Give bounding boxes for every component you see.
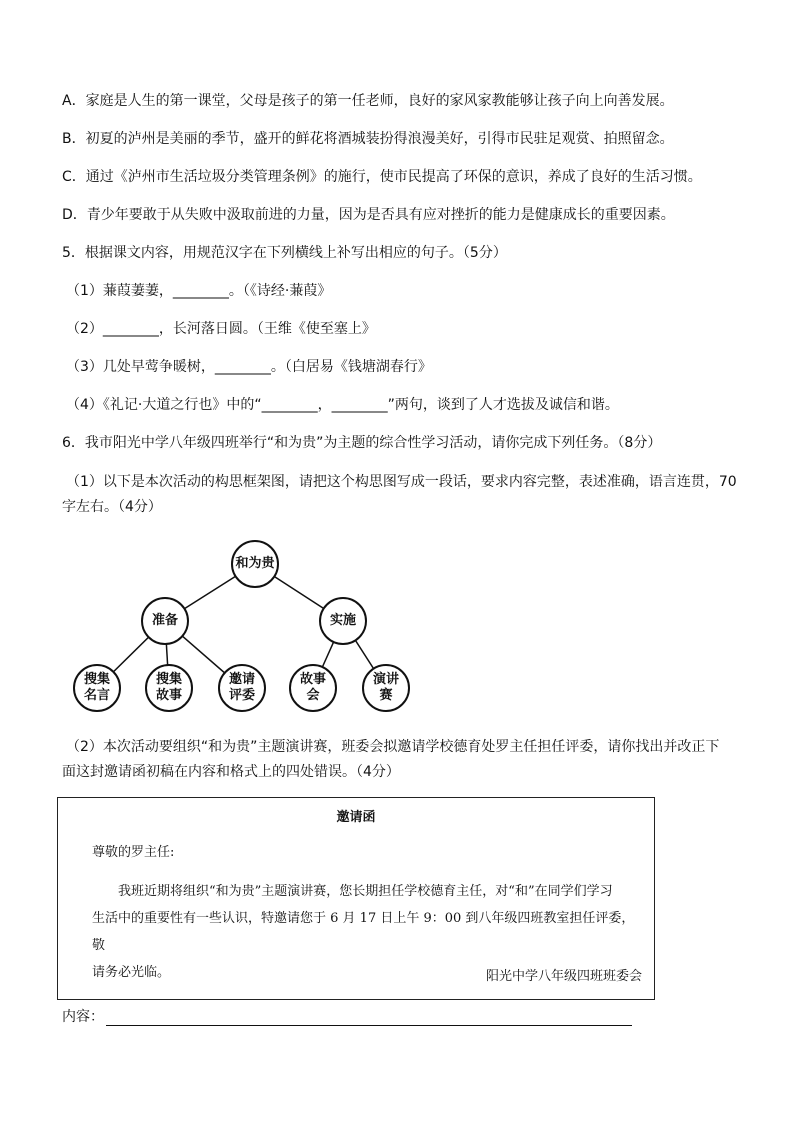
q5-item-4: （4）《礼记·大道之行也》中的“________，________”两句，谈到了人才选拔及诚信和谐。 [66, 397, 619, 413]
invitation-letter-box [57, 797, 655, 1000]
option-b: B．初夏的泸州是美丽的季节，盛开的鲜花将酒城装扮得浪漫美好，引得市民驻足观赏、拍照留念。 [62, 131, 674, 147]
q6-task1-line1: （1）以下是本次活动的构思框架图，请把这个构思图写成一段话，要求内容完整，表述准确，语言连贯，70 [66, 474, 737, 490]
node-root-label: 和为贵 [235, 556, 275, 571]
node-leaf-story-meeting [289, 664, 337, 712]
node-root [231, 540, 279, 588]
answer-label: 内容： [62, 1009, 104, 1025]
node-prep-label: 准备 [151, 613, 178, 628]
node-leaf-invite-judges [218, 664, 266, 712]
letter-title: 邀请函 [336, 810, 376, 825]
letter-body-line3: 请务必光临。 [92, 965, 171, 980]
q5-item-3: （3）几处早莺争暖树，________。（白居易《钱塘湖春行》 [66, 359, 432, 375]
option-c: C．通过《泸州市生活垃圾分类管理条例》的施行，使市民提高了环保的意识，养成了良好的生活习惯。 [62, 169, 702, 185]
q6-task2-line2: 面这封邀请函初稿在内容和格式上的四处错误。（4分） [62, 764, 400, 780]
concept-diagram [60, 530, 440, 730]
option-a: A．家庭是人生的第一课堂，父母是孩子的第一任老师，良好的家风家教能够让孩子向上向善发展。 [62, 93, 674, 109]
letter-greeting: 尊敬的罗主任: [92, 845, 175, 860]
answer-blank[interactable] [106, 1009, 632, 1026]
letter-body-line1 [92, 878, 644, 905]
letter-signature: 阳光中学八年级四班班委会 [485, 969, 642, 984]
leaf3-line2: 评委 [228, 688, 255, 703]
q6-task1-line2: 字左右。（4分） [62, 499, 162, 515]
leaf5-line2: 赛 [379, 688, 393, 703]
leaf1-line1: 搜集 [83, 672, 110, 687]
q6-stem: 6．我市阳光中学八年级四班举行“和为贵”为主题的综合性学习活动，请你完成下列任务。（8分） [62, 435, 662, 451]
leaf3-line1: 邀请 [228, 672, 255, 687]
node-prep [141, 597, 189, 645]
answer-line [62, 1006, 632, 1026]
leaf2-line1: 搜集 [155, 672, 182, 687]
node-leaf-collect-quotes [73, 664, 121, 712]
q5-item-1: （1）蒹葭萋萋，________。（《诗经·蒹葭》 [66, 283, 332, 299]
leaf4-line1: 故事 [299, 672, 326, 687]
letter-body-line1-text: 我班近期将组织“和为贵”主题演讲赛，您长期担任学校德育主任，对“和”在同学们学习 [118, 884, 613, 899]
node-leaf-collect-stories [145, 664, 193, 712]
q6-task2-line1: （2）本次活动要组织“和为贵”主题演讲赛，班委会拟邀请学校德育处罗主任担任评委，请你找出并改正下 [66, 739, 720, 755]
leaf1-line2: 名言 [83, 688, 110, 703]
q5-item-2: （2）________，长河落日圆。（王维《使至塞上》 [66, 321, 376, 337]
node-impl [319, 597, 367, 645]
q5-stem: 5．根据课文内容，用规范汉字在下列横线上补写出相应的句子。（5分） [62, 245, 507, 261]
leaf2-line2: 故事 [155, 688, 182, 703]
option-d: D．青少年要敢于从失败中汲取前进的力量，因为是否具有应对挫折的能力是健康成长的重要因素。 [62, 207, 675, 223]
node-impl-label: 实施 [329, 613, 356, 628]
letter-body-line2: 生活中的重要性有一些认识，特邀请您于 6 月 17 日上午 9：00 到八年级四班教室担任评委，敬 [92, 911, 635, 953]
leaf4-line2: 会 [306, 688, 320, 703]
node-leaf-speech-contest [362, 664, 410, 712]
leaf5-line1: 演讲 [372, 672, 399, 687]
